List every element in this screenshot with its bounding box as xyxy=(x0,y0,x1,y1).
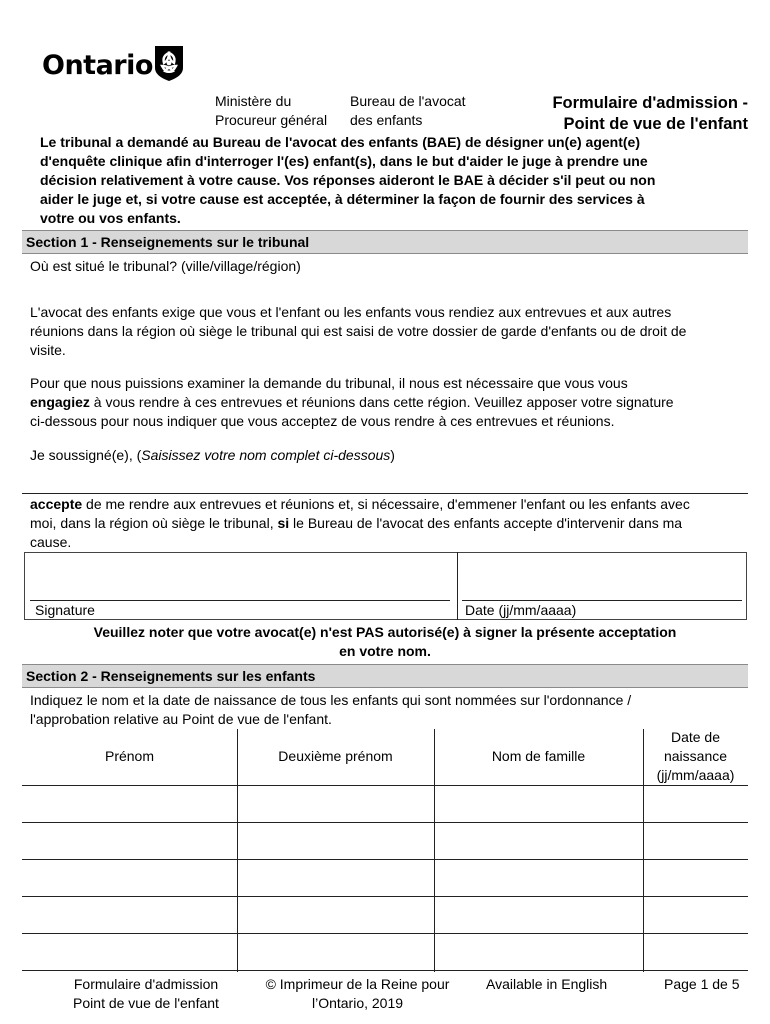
acceptance-paragraph: accepte de me rendre aux entrevues et réunions et, si nécessaire, d'emmener l'enfant ou les enfants avec moi, dans la région où siège le tribunal, si le Bureau de l'avocat des enfants accepte d'intervenir dans ma cause. xyxy=(30,496,690,550)
lawyer-note: Veuillez noter que votre avocat(e) n'est PAS autorisé(e) à signer la présente acceptation en votre nom. xyxy=(93,624,677,659)
col-header-birthdate: Date de naissance (jj/mm/aaaa) xyxy=(656,729,735,783)
child-last-name-input[interactable] xyxy=(437,936,644,970)
ministry-name: Ministère du Procureur général xyxy=(215,93,328,128)
child-first-name-input[interactable] xyxy=(24,788,238,822)
trillium-icon xyxy=(152,44,186,82)
child-first-name-input[interactable] xyxy=(24,825,238,859)
signature-date-input[interactable] xyxy=(462,570,746,598)
signature-divider xyxy=(457,552,458,620)
child-first-name-input[interactable] xyxy=(24,899,238,933)
table-row-line xyxy=(22,970,748,971)
signature-label: Signature xyxy=(35,602,95,618)
court-location-input[interactable] xyxy=(30,277,750,303)
child-birthdate-input[interactable] xyxy=(646,899,750,933)
children-description: Indiquez le nom et la date de naissance de tous les enfants qui sont nommées sur l'ordonnance / l'approbation relative au Point de vue de l'enfant. xyxy=(30,692,632,727)
section1-header: Section 1 - Renseignements sur le tribunal xyxy=(22,230,748,254)
child-birthdate-input[interactable] xyxy=(646,862,750,896)
footer-copyright: © Imprimeur de la Reine pour l’Ontario, 2019 xyxy=(265,976,450,1011)
child-middle-name-input[interactable] xyxy=(240,862,435,896)
undersigned-label: Je soussigné(e), (Saisissez votre nom complet ci-dessous) xyxy=(30,447,395,463)
footer-form-name: Formulaire d'admission Point de vue de l'enfant xyxy=(73,976,219,1011)
table-row-line xyxy=(22,859,748,860)
col-header-middle-name: Deuxième prénom xyxy=(278,748,393,764)
child-middle-name-input[interactable] xyxy=(240,788,435,822)
child-birthdate-input[interactable] xyxy=(646,825,750,859)
full-name-input[interactable] xyxy=(30,468,750,494)
table-row-line xyxy=(22,896,748,897)
child-last-name-input[interactable] xyxy=(437,899,644,933)
name-underline xyxy=(22,493,748,494)
child-middle-name-input[interactable] xyxy=(240,825,435,859)
col-header-last-name: Nom de famille xyxy=(491,748,586,764)
court-location-question: Où est situé le tribunal? (ville/village/région) xyxy=(30,258,301,274)
ontario-logo-text: Ontario xyxy=(42,50,153,81)
table-row-line xyxy=(22,785,748,786)
intro-paragraph: Le tribunal a demandé au Bureau de l'avocat des enfants (BAE) de désigner un(e) agent(e) d'enquête clinique afin d'interroger l'(es) enfant(s), dans le but d'aider le juge à prendre une décision relativement à votre cause. Vos réponses aideront le BAE à décider s'il peut ou non aider le juge et, si votre cause est acceptée, à déterminer la façon de fournir des services à votre ou vos enfants. xyxy=(40,134,656,226)
form-title: Formulaire d'admission - Point de vue de l'enfant xyxy=(552,94,748,133)
child-middle-name-input[interactable] xyxy=(240,936,435,970)
child-last-name-input[interactable] xyxy=(437,862,644,896)
table-row-line xyxy=(22,822,748,823)
child-middle-name-input[interactable] xyxy=(240,899,435,933)
col-header-first-name: Prénom xyxy=(104,748,155,764)
signature-field[interactable] xyxy=(26,554,455,598)
child-first-name-input[interactable] xyxy=(24,862,238,896)
child-first-name-input[interactable] xyxy=(24,936,238,970)
bureau-name: Bureau de l'avocat des enfants xyxy=(350,93,466,128)
date-label: Date (jj/mm/aaaa) xyxy=(465,602,577,618)
child-birthdate-input[interactable] xyxy=(646,788,750,822)
section2-header: Section 2 - Renseignements sur les enfants xyxy=(22,664,748,688)
commitment-paragraph: Pour que nous puissions examiner la demande du tribunal, il nous est nécessaire que vous vous engagiez à vous rendre à ces entrevues et réunions dans cette région. Veuillez apposer votre signature ci-dessous pour nous indiquer que vous acceptez de vous rendre à ces entrevues et réunions. xyxy=(30,375,674,429)
attendance-paragraph: L'avocat des enfants exige que vous et l'enfant ou les enfants vous rendiez aux entrevues et aux autres réunions dans la région où siège le tribunal qui est saisi de votre dossier de garde d'enfants ou de droit de visite. xyxy=(30,304,687,358)
child-birthdate-input[interactable] xyxy=(646,936,750,970)
child-last-name-input[interactable] xyxy=(437,825,644,859)
footer-available-english: Available in English xyxy=(486,976,608,992)
footer-page-number: Page 1 de 5 xyxy=(664,976,740,992)
table-row-line xyxy=(22,933,748,934)
child-last-name-input[interactable] xyxy=(437,788,644,822)
